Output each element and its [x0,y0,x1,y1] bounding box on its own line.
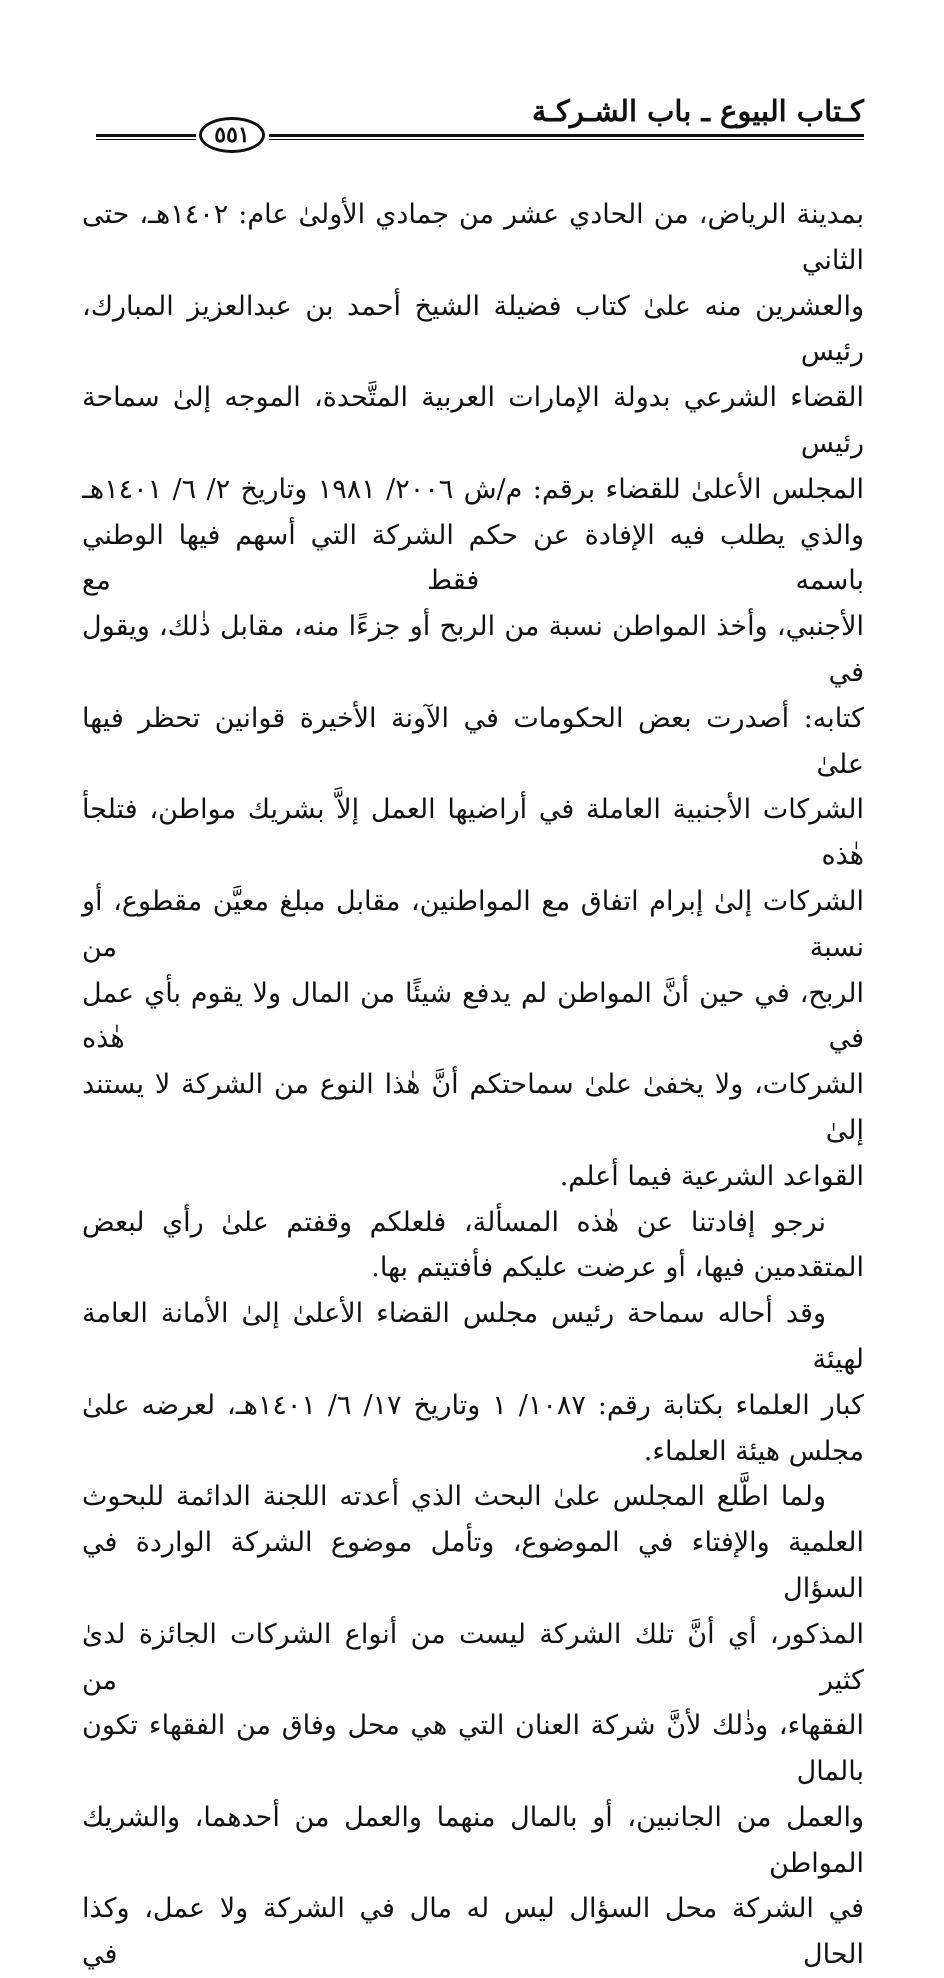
text-line: الفقهاء، وذٰلك لأنَّ شركة العنان التي هي محل وفاق من الفقهاء تكون بالمال [82,1710,864,1788]
text-line: المتقدمين فيها، أو عرضت عليكم فأفتيتم بها. [371,1252,864,1284]
text-line: المذكور، أي أنَّ تلك الشركة ليست من أنواع الشركات الجائزة لدىٰ كثير من [82,1618,864,1696]
text-line: كتابه: أصدرت بعض الحكومات في الآونة الأخيرة قوانين تحظر فيها علىٰ [82,702,864,780]
text-line: الشركات الأجنبية العاملة في أراضيها العمل إلاَّ بشريك مواطن، فتلجأ هٰذه [82,794,864,872]
text-line: والعشرين منه علىٰ كتاب فضيلة الشيخ أحمد بن عبدالعزيز المبارك، رئيس [82,290,864,368]
text-line: الأجنبي، وأخذ المواطن نسبة من الربح أو جزءًا منه، مقابل ذٰلك، ويقول في [82,611,864,688]
text-line: الربح، في حين أنَّ المواطن لم يدفع شيئًا من المال ولا يقوم بأي عمل في هٰذه [82,977,864,1055]
text-line: القواعد الشرعية فيما أعلم. [559,1160,864,1192]
text-line: العلمية والإفتاء في الموضوع، وتأمل موضوع الشركة الواردة في السؤال [82,1527,864,1604]
text-line: الشركات، ولا يخفىٰ علىٰ سماحتكم أنَّ هٰذا النوع من الشركة لا يستند إلىٰ [82,1069,864,1146]
text-line: مجلس هيئة العلماء. [643,1435,864,1467]
text-line: ولما اطَّلع المجلس علىٰ البحث الذي أعدته اللجنة الدائمة للبحوث [82,1481,826,1513]
header-rule-right [269,134,864,140]
text-line: كبار العلماء بكتابة رقم: ١٠٨٧/ ١ وتاريخ ١٧/ ٦/ ١٤٠١هـ، لعرضه علىٰ [82,1389,864,1421]
header-rule-left [96,134,196,140]
text-line: وقد أحاله سماحة رئيس مجلس القضاء الأعلىٰ إلىٰ الأمانة العامة لهيئة [82,1298,864,1375]
text-line: بمدينة الرياض، من الحادي عشر من جمادي الأولىٰ عام: ١٤٠٢هـ، حتى الثاني [82,199,864,276]
text-line: الشركات إلىٰ إبرام اتفاق مع المواطنين، مقابل مبلغ معيَّن مقطوع، أو نسبة من [82,885,864,963]
text-line: والذي يطلب فيه الإفادة عن حكم الشركة التي أسهم فيها الوطني باسمه فقط مع [82,519,864,597]
running-header [84,92,864,162]
text-line: المجلس الأعلىٰ للقضاء برقم: م/ش ٢٠٠٦/ ١٩٨١ وتاريخ ٢/ ٦/ ١٤٠١هـ [82,473,865,505]
page-number: ٥٥١ [199,117,265,153]
text-line: نرجو إفادتنا عن هٰذه المسألة، فلعلكم وقفتم علىٰ رأي لبعض [82,1206,826,1238]
text-line: والعمل من الجانبين، أو بالمال منهما والعمل من أحدهما، والشريك المواطن [82,1801,864,1879]
body-text [82,192,864,1978]
text-line: في الشركة محل السؤال ليس له مال في الشركة ولا عمل، وكذا الحال في [82,1893,864,1971]
header-title: كـتاب البيوع ـ باب الشـركـة [531,94,864,128]
text-line: القضاء الشرعي بدولة الإمارات العربية المتَّحدة، الموجه إلىٰ سماحة رئيس [82,382,864,459]
